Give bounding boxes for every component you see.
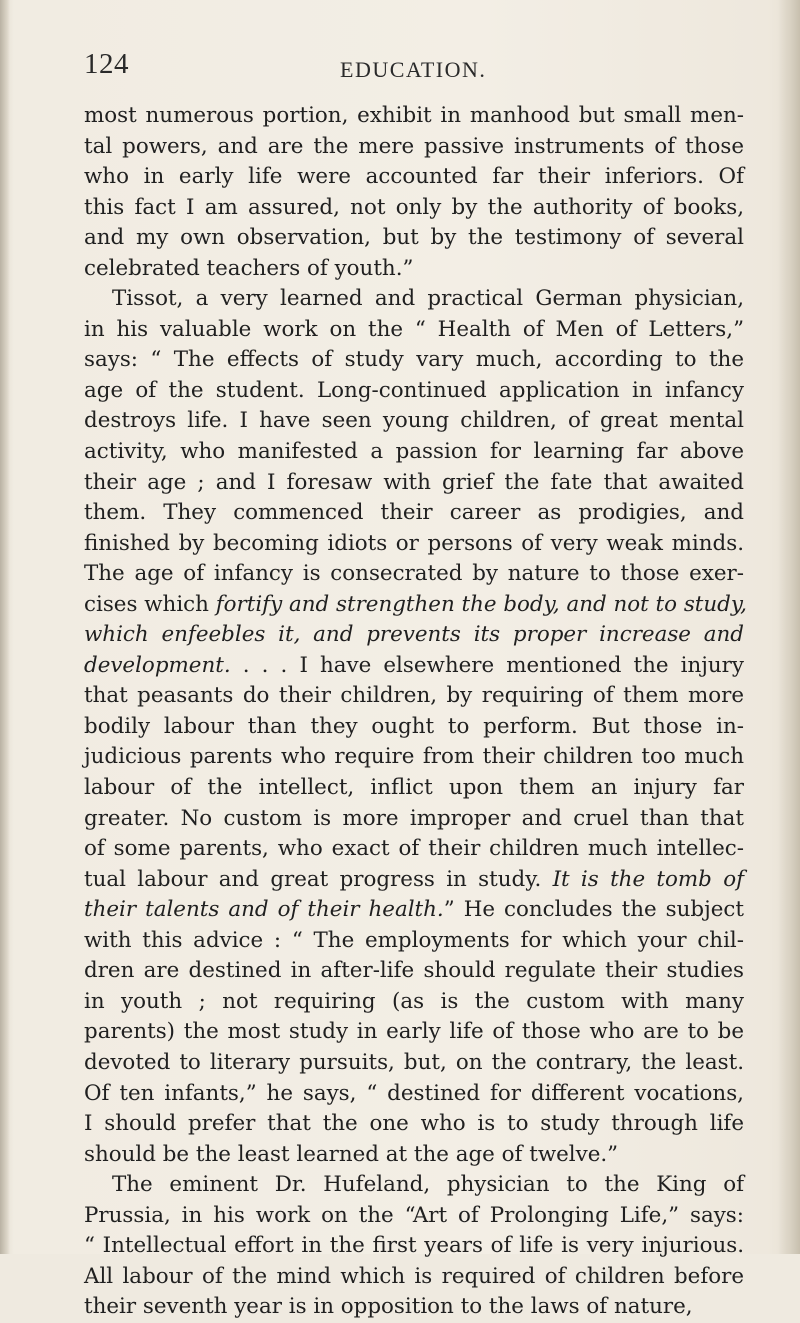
italic-text: fortify and strengthen the body, and not to study, (215, 591, 747, 617)
text-segment: finished by becoming idiots or persons of very weak minds. (84, 530, 744, 556)
text-line (84, 773, 744, 804)
body-text (84, 101, 747, 1323)
text-segment: cises which (84, 591, 216, 617)
text-segment: should be the least learned at the age of twelve.” (84, 1141, 619, 1167)
text-line (84, 559, 744, 590)
running-head: EDUCATION. (340, 57, 487, 82)
text-segment: dren are destined in after-life should regulate their studies (84, 958, 744, 984)
text-segment: who in early life were accounted far their inferiors. Of (84, 164, 744, 190)
text-line (84, 101, 744, 132)
text-line (84, 529, 744, 560)
text-line (84, 345, 744, 376)
text-line (84, 1017, 744, 1048)
text-line (84, 865, 744, 896)
text-segment: All labour of the mind which is required of children before (84, 1263, 744, 1289)
text-line (84, 498, 744, 529)
page-header (84, 48, 744, 88)
text-line (84, 590, 747, 621)
text-line (84, 1201, 744, 1232)
text-segment: The eminent Dr. Hufeland, physician to the King of (112, 1172, 744, 1198)
text-segment: of some parents, who exact of their children much intellec- (84, 836, 744, 862)
text-segment: . . . I have elsewhere mentioned the injury (230, 652, 744, 678)
italic-text: their talents and of their health. (84, 897, 444, 923)
text-line (84, 376, 744, 407)
text-line (84, 315, 744, 346)
text-segment: in youth ; not requiring (as is the custom with many (84, 988, 744, 1014)
text-line (84, 1079, 744, 1110)
text-line (84, 987, 744, 1018)
text-line (84, 1231, 744, 1262)
text-line (84, 468, 744, 499)
text-segment: that peasants do their children, by requiring of them more (84, 683, 744, 709)
text-line (84, 162, 744, 193)
text-line (84, 254, 744, 285)
text-line (84, 712, 744, 743)
text-segment: The age of infancy is consecrated by nature to those exer- (84, 561, 744, 587)
page-number: 124 (84, 48, 129, 80)
text-segment: destroys life. I have seen young children, of great mental (84, 408, 744, 434)
text-segment: Of ten infants,” he says, “ destined for different vocations, (84, 1080, 744, 1106)
text-line (84, 437, 744, 468)
italic-text: development. (84, 652, 231, 678)
text-line (84, 681, 744, 712)
text-segment: tal powers, and are the mere passive instruments of those (84, 133, 744, 159)
page-left-edge-shadow (0, 0, 10, 1254)
text-line (84, 1048, 744, 1079)
text-line (84, 1170, 744, 1201)
text-segment: I should prefer that the one who is to study through life (84, 1111, 744, 1137)
text-line (84, 1292, 744, 1323)
text-segment: in his valuable work on the “ Health of Men of Letters,” (84, 316, 744, 342)
text-line (84, 926, 744, 957)
text-segment: with this advice : “ The employments for which your chil- (84, 927, 744, 953)
text-segment: says: “ The effects of study vary much, according to the (84, 347, 744, 373)
text-segment: Tissot, a very learned and practical German physician, (112, 286, 744, 312)
text-segment: greater. No custom is more improper and cruel than that (84, 805, 744, 831)
page-right-edge-shadow (778, 0, 800, 1254)
paragraph (84, 101, 744, 284)
italic-text: which enfeebles it, and prevents its proper increase and (84, 622, 744, 648)
text-line (84, 804, 744, 835)
text-segment: age of the student. Long-continued application in infancy (84, 377, 744, 403)
text-segment: their age ; and I foresaw with grief the fate that awaited (84, 469, 744, 495)
text-segment: “ Intellectual effort in the first years of life is very injurious. (84, 1233, 744, 1259)
text-segment: most numerous portion, exhibit in manhood but small men- (84, 103, 744, 128)
text-segment: judicious parents who require from their children too much (84, 744, 744, 770)
text-segment: tual labour and great progress in study. (84, 866, 553, 892)
text-segment: and my own observation, but by the testimony of several (84, 225, 744, 251)
text-segment: them. They commenced their career as prodigies, and (84, 500, 744, 526)
text-line (84, 742, 744, 773)
text-line (84, 834, 744, 865)
text-segment: parents) the most study in early life of those who are to be (84, 1019, 744, 1045)
text-segment: bodily labour than they ought to perform. But those in- (84, 713, 744, 739)
text-line (84, 1262, 744, 1293)
text-line (84, 1140, 744, 1171)
paragraph (84, 1170, 744, 1323)
text-line (84, 132, 744, 163)
text-line (84, 651, 744, 682)
text-line (84, 223, 744, 254)
text-segment: activity, who manifested a passion for learning far above (84, 439, 744, 465)
text-segment: labour of the intellect, inflict upon them an injury far (84, 775, 744, 801)
text-line (84, 193, 744, 224)
text-segment: Prussia, in his work on the “Art of Prolonging Life,” says: (84, 1202, 744, 1228)
paragraph (84, 284, 747, 1170)
text-segment: celebrated teachers of youth.” (84, 255, 414, 281)
text-line (84, 620, 744, 651)
text-segment: ” He concludes the subject (443, 897, 744, 923)
text-segment: this fact I am assured, not only by the authority of books, (84, 194, 744, 220)
italic-text: It is the tomb of (552, 866, 744, 892)
text-line (84, 956, 744, 987)
text-line (84, 284, 744, 315)
text-segment: devoted to literary pursuits, but, on the contrary, the least. (84, 1049, 744, 1075)
text-line (84, 895, 744, 926)
text-segment: their seventh year is in opposition to the laws of nature, (84, 1294, 693, 1320)
text-line (84, 406, 744, 437)
text-line (84, 1109, 744, 1140)
